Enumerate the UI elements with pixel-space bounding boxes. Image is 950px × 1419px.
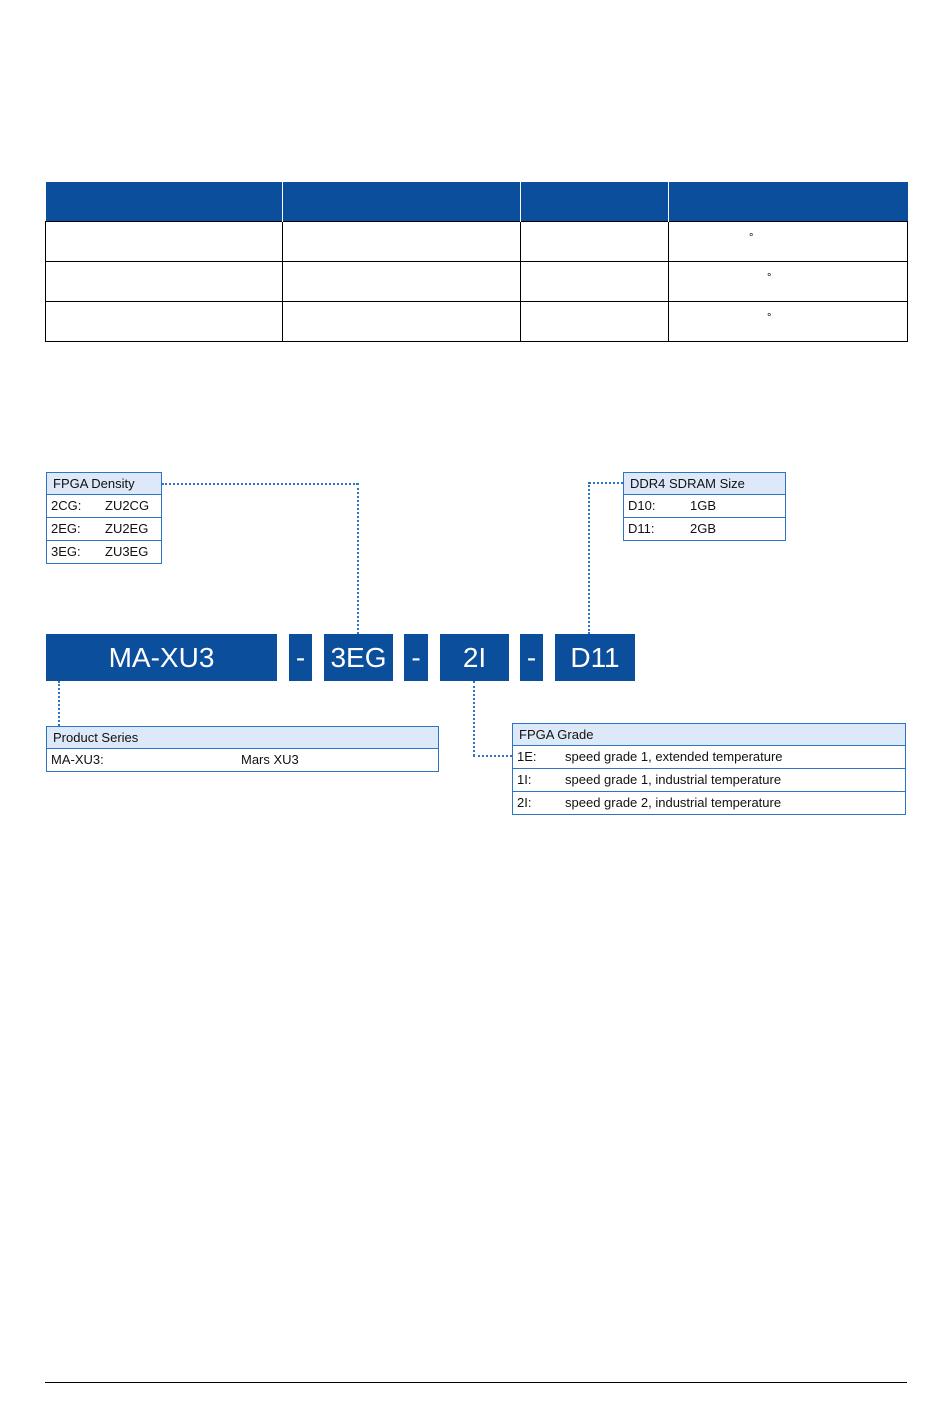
density-value: ZU2EG [105,521,149,536]
table-cell [283,262,521,302]
fpga-grade-row [513,746,905,769]
product-series-title: Product Series [47,727,438,749]
density-value: ZU3EG [105,544,149,559]
table-cell [46,262,283,302]
table-cell [283,302,521,342]
grade-value: speed grade 2, industrial temperature [565,795,782,810]
part-separator: - [289,634,312,681]
part-separator: - [404,634,428,681]
ddr4-size-row [624,495,785,518]
table-cell [283,222,521,262]
density-value: ZU2CG [105,498,150,513]
fpga-density-box [46,472,162,564]
fpga-grade-row [513,769,905,792]
degree-symbol: ° [749,232,754,244]
grade-code: 1I: [517,772,532,787]
table-row [46,302,908,342]
ddr4-size-title: DDR4 SDRAM Size [624,473,785,495]
table-cell [46,222,283,262]
density-code: 3EG: [51,544,81,559]
connector-line [162,483,358,485]
spec-header-cell [521,182,669,222]
product-series-box [46,726,439,772]
table-cell [669,302,908,342]
degree-symbol: ° [767,312,772,324]
spec-table-header [46,182,908,222]
table-cell [521,302,669,342]
series-code: MA-XU3: [51,752,104,767]
ddr4-code: D10: [628,498,656,513]
connector-line [473,681,475,756]
density-code: 2EG: [51,521,81,536]
fpga-grade-title: FPGA Grade [513,724,905,746]
connector-line [588,482,590,634]
ddr4-code: D11: [628,521,655,536]
grade-code: 1E: [517,749,537,764]
density-code: 2CG: [51,498,82,513]
spec-header-cell [283,182,521,222]
ddr4-value: 2GB [690,521,717,536]
table-cell [46,302,283,342]
table-row [46,262,908,302]
fpga-grade-row [513,792,905,814]
series-value: Mars XU3 [241,752,299,767]
table-cell [669,262,908,302]
spec-header-cell [669,182,908,222]
part-separator: - [520,634,543,681]
ddr4-value: 1GB [690,498,717,513]
fpga-density-row [47,495,161,518]
part-density-block: 3EG [324,634,393,681]
table-cell [521,222,669,262]
part-grade-block: 2I [440,634,509,681]
fpga-grade-box [512,723,906,815]
ddr4-size-row [624,518,785,540]
connector-line [357,483,359,634]
connector-line [473,755,512,757]
ddr4-size-box [623,472,786,541]
spec-header-cell [46,182,283,222]
fpga-density-row [47,518,161,541]
grade-value: speed grade 1, industrial temperature [565,772,782,787]
grade-value: speed grade 1, extended temperature [565,749,783,764]
table-cell [669,222,908,262]
spec-table [45,182,908,342]
fpga-density-row [47,541,161,563]
part-series-block: MA-XU3 [46,634,277,681]
table-cell [521,262,669,302]
part-ddr-block: D11 [555,634,635,681]
product-series-row [47,749,438,771]
connector-line [58,681,60,726]
fpga-density-title: FPGA Density [47,473,161,495]
grade-code: 2I: [517,795,532,810]
connector-line [589,482,623,484]
footer-divider [45,1382,907,1383]
table-row [46,222,908,262]
degree-symbol: ° [767,272,772,284]
